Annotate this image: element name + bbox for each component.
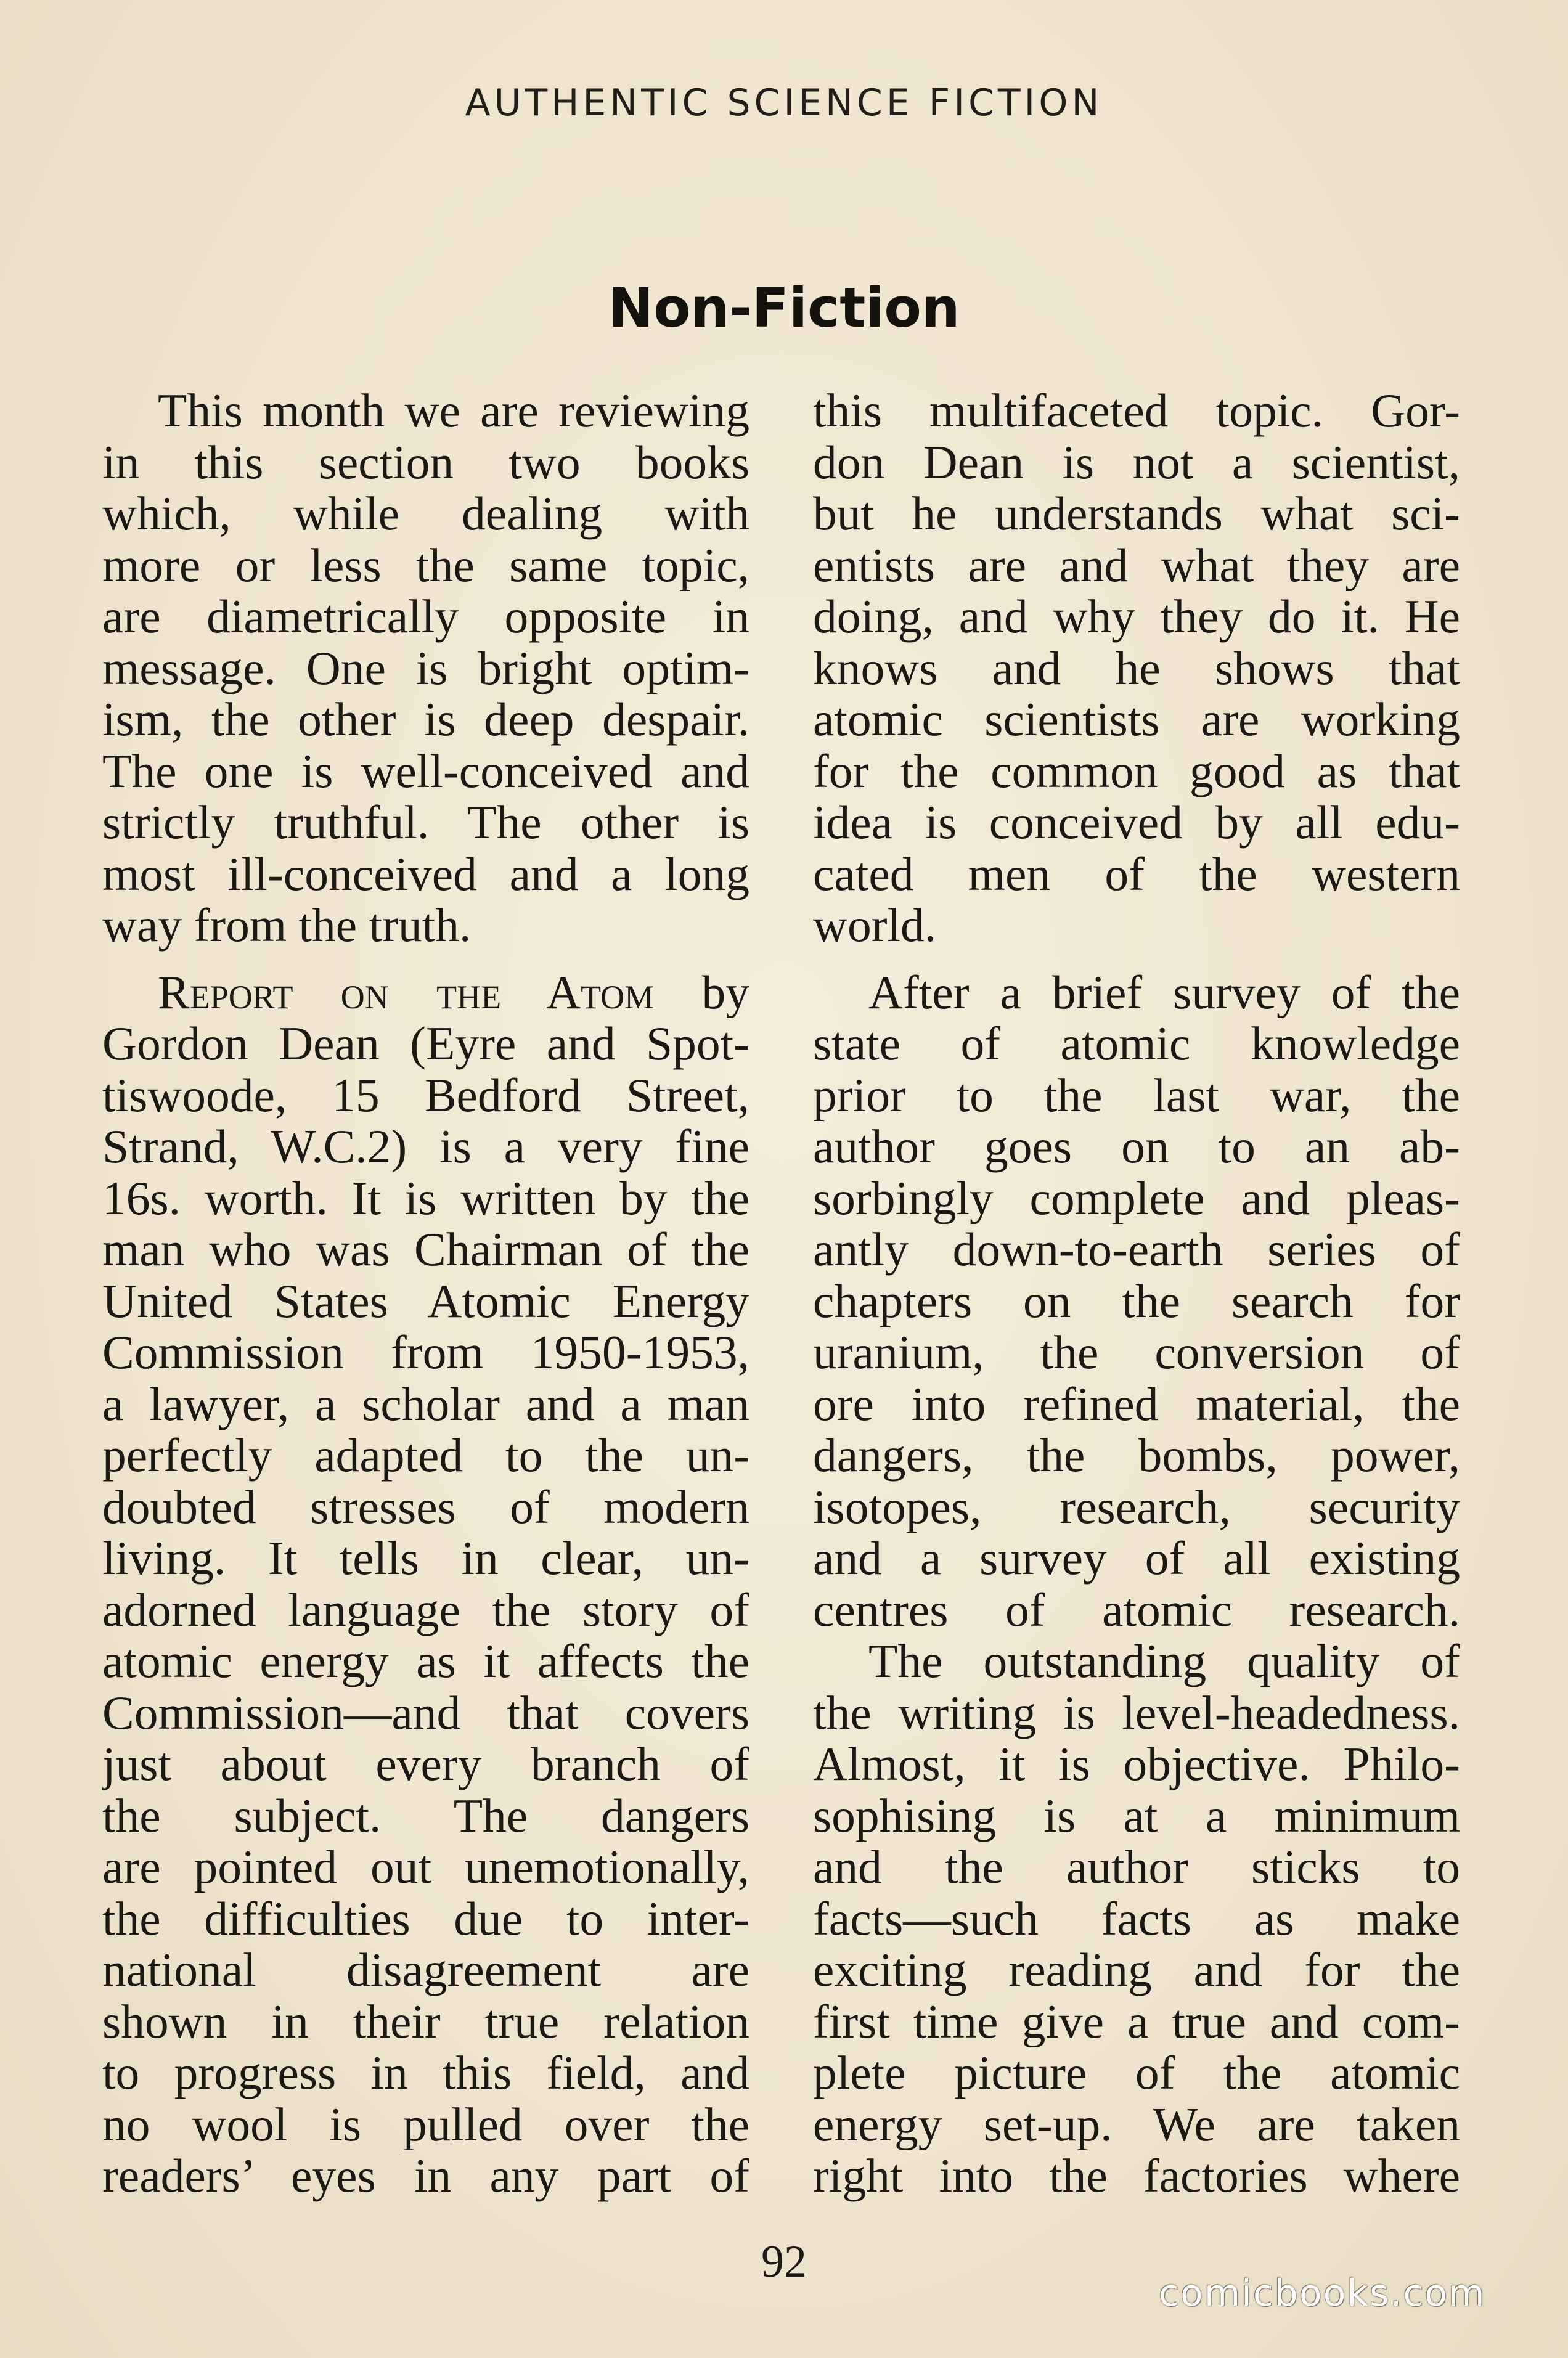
- text-line: ore into refined material, the: [813, 1378, 1460, 1430]
- text-line: state of atomic knowledge: [813, 1018, 1460, 1070]
- text-line: The one is well-conceived and: [102, 745, 749, 797]
- text-line: uranium, the conversion of: [813, 1327, 1460, 1379]
- text-line: perfectly adapted to the un-: [102, 1430, 749, 1482]
- text-line: ism, the other is deep despair.: [102, 694, 749, 746]
- right-column: [813, 385, 1460, 2202]
- text-line: the difficulties due to inter-: [102, 1893, 749, 1944]
- text-line: which, while dealing with: [102, 488, 749, 540]
- text-line: atomic scientists are working: [813, 694, 1460, 746]
- text-line: The outstanding quality of: [868, 1636, 1460, 1687]
- text-line: author goes on to an ab-: [813, 1121, 1460, 1173]
- text-line: Commission—and that covers: [102, 1687, 749, 1739]
- text-line: prior to the last war, the: [813, 1069, 1460, 1121]
- text-line: After a brief survey of the: [868, 966, 1460, 1018]
- text-line: the writing is level-headedness.: [813, 1687, 1460, 1739]
- text-line: dangers, the bombs, power,: [813, 1430, 1460, 1482]
- text-line: atomic energy as it affects the: [102, 1636, 749, 1687]
- book-title: Report on the Atom: [158, 966, 655, 1018]
- text-line: chapters on the search for: [813, 1275, 1460, 1327]
- text-line: way from the truth.: [102, 900, 472, 952]
- text-line: Commission from 1950-1953,: [102, 1327, 749, 1379]
- text-line: sophising is at a minimum: [813, 1790, 1460, 1842]
- text-line: tiswoode, 15 Bedford Street,: [102, 1069, 749, 1121]
- text-line: plete picture of the atomic: [813, 2047, 1460, 2099]
- text-line: [102, 967, 749, 1019]
- text-line: exciting reading and for the: [813, 1944, 1460, 1996]
- text-line: message. One is bright optim-: [102, 642, 749, 694]
- section-title: Non-Fiction: [608, 276, 960, 340]
- text-line: readers’ eyes in any part of: [102, 2150, 749, 2202]
- watermark: comicbooks.com: [1159, 2272, 1486, 2315]
- text-line: isotopes, research, security: [813, 1481, 1460, 1533]
- text-line: United States Atomic Energy: [102, 1275, 749, 1327]
- text-line: living. It tells in clear, un-: [102, 1533, 749, 1585]
- text-line: more or less the same topic,: [102, 539, 749, 591]
- text-line: but he understands what sci-: [813, 488, 1460, 540]
- text-line: energy set-up. We are taken: [813, 2099, 1460, 2150]
- paragraph-gap: [813, 952, 1460, 967]
- text-line: are pointed out unemotionally,: [102, 1842, 749, 1893]
- text-line: first time give a true and com-: [813, 1996, 1460, 2047]
- text-line: a lawyer, a scholar and a man: [102, 1378, 749, 1430]
- text-line: idea is conceived by all edu-: [813, 797, 1460, 849]
- text-line: most ill-conceived and a long: [102, 848, 749, 900]
- text-line: right into the factories where: [813, 2150, 1460, 2202]
- paragraph-gap: [102, 952, 749, 967]
- text-line: facts—such facts as make: [813, 1893, 1460, 1944]
- text-fragment: by: [654, 966, 749, 1018]
- text-line: world.: [813, 900, 937, 952]
- text-line: 16s. worth. It is written by the: [102, 1172, 749, 1224]
- text-line: antly down-to-earth series of: [813, 1224, 1460, 1276]
- text-line: no wool is pulled over the: [102, 2099, 749, 2150]
- text-line: the subject. The dangers: [102, 1790, 749, 1842]
- text-line: knows and he shows that: [813, 642, 1460, 694]
- text-line: this multifaceted topic. Gor-: [813, 385, 1460, 437]
- text-line: shown in their true relation: [102, 1996, 749, 2047]
- text-line: man who was Chairman of the: [102, 1224, 749, 1276]
- text-line: national disagreement are: [102, 1944, 749, 1996]
- text-line: don Dean is not a scientist,: [813, 436, 1460, 488]
- text-line: just about every branch of: [102, 1739, 749, 1790]
- text-line: strictly truthful. The other is: [102, 797, 749, 849]
- left-column: [102, 385, 749, 2202]
- text-line: centres of atomic research.: [813, 1584, 1460, 1636]
- text-line: This month we are reviewing: [158, 385, 749, 437]
- text-line: Strand, W.C.2) is a very fine: [102, 1121, 749, 1173]
- text-line: sorbingly complete and pleas-: [813, 1172, 1460, 1224]
- text-line: cated men of the western: [813, 848, 1460, 900]
- text-line: adorned language the story of: [102, 1584, 749, 1636]
- page-number: 92: [761, 2237, 807, 2287]
- text-line: in this section two books: [102, 436, 749, 488]
- text-line: for the common good as that: [813, 745, 1460, 797]
- text-line: Almost, it is objective. Philo-: [813, 1739, 1460, 1790]
- text-line: and a survey of all existing: [813, 1533, 1460, 1585]
- text-line: Gordon Dean (Eyre and Spot-: [102, 1018, 749, 1070]
- text-line: entists are and what they are: [813, 539, 1460, 591]
- text-line: and the author sticks to: [813, 1842, 1460, 1893]
- running-head: AUTHENTIC SCIENCE FICTION: [465, 81, 1103, 124]
- text-line: doing, and why they do it. He: [813, 591, 1460, 643]
- text-line: doubted stresses of modern: [102, 1481, 749, 1533]
- text-line: to progress in this field, and: [102, 2047, 749, 2099]
- text-line: are diametrically opposite in: [102, 591, 749, 643]
